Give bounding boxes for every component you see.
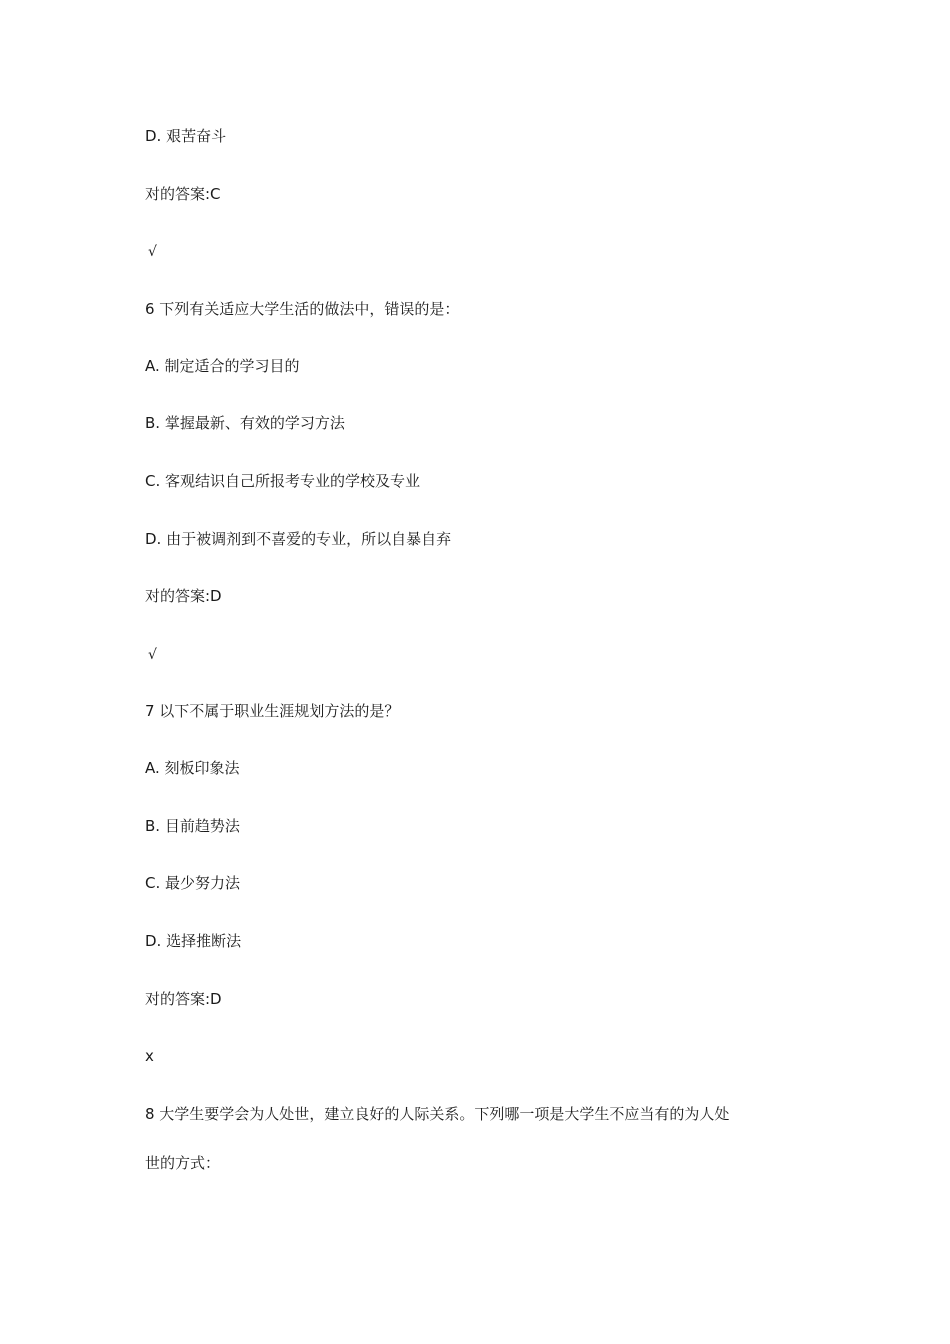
- q6-option-b: B. 掌握最新、有效的学习方法: [145, 414, 345, 432]
- q8-question-line2: 世的方式：: [145, 1154, 221, 1172]
- q7-option-b: B. 目前趋势法: [145, 817, 240, 835]
- q6-result-mark: √: [148, 647, 157, 663]
- q6-option-d: D. 由于被调剂到不喜爱的专业，所以自暴自弃: [145, 530, 452, 548]
- q5-answer: 对的答案:C: [145, 185, 221, 203]
- q7-question: 7 以下不属于职业生涯规划方法的是？: [145, 702, 400, 720]
- q7-option-a: A. 刻板印象法: [145, 759, 240, 777]
- q7-answer: 对的答案:D: [145, 990, 222, 1008]
- q6-option-a: A. 制定适合的学习目的: [145, 357, 300, 375]
- q7-option-c: C. 最少努力法: [145, 874, 241, 892]
- q5-result-mark: √: [148, 244, 157, 260]
- q6-option-c: C. 客观结识自己所报考专业的学校及专业: [145, 472, 421, 490]
- q8-question-line1: 8 大学生要学会为人处世，建立良好的人际关系。下列哪一项是大学生不应当有的为人处: [145, 1105, 730, 1123]
- q5-option-d: D. 艰苦奋斗: [145, 127, 227, 145]
- q6-question: 6 下列有关适应大学生活的做法中，错误的是：: [145, 300, 460, 318]
- q7-option-d: D. 选择推断法: [145, 932, 242, 950]
- q6-answer: 对的答案:D: [145, 587, 222, 605]
- q7-result-mark: x: [145, 1047, 154, 1065]
